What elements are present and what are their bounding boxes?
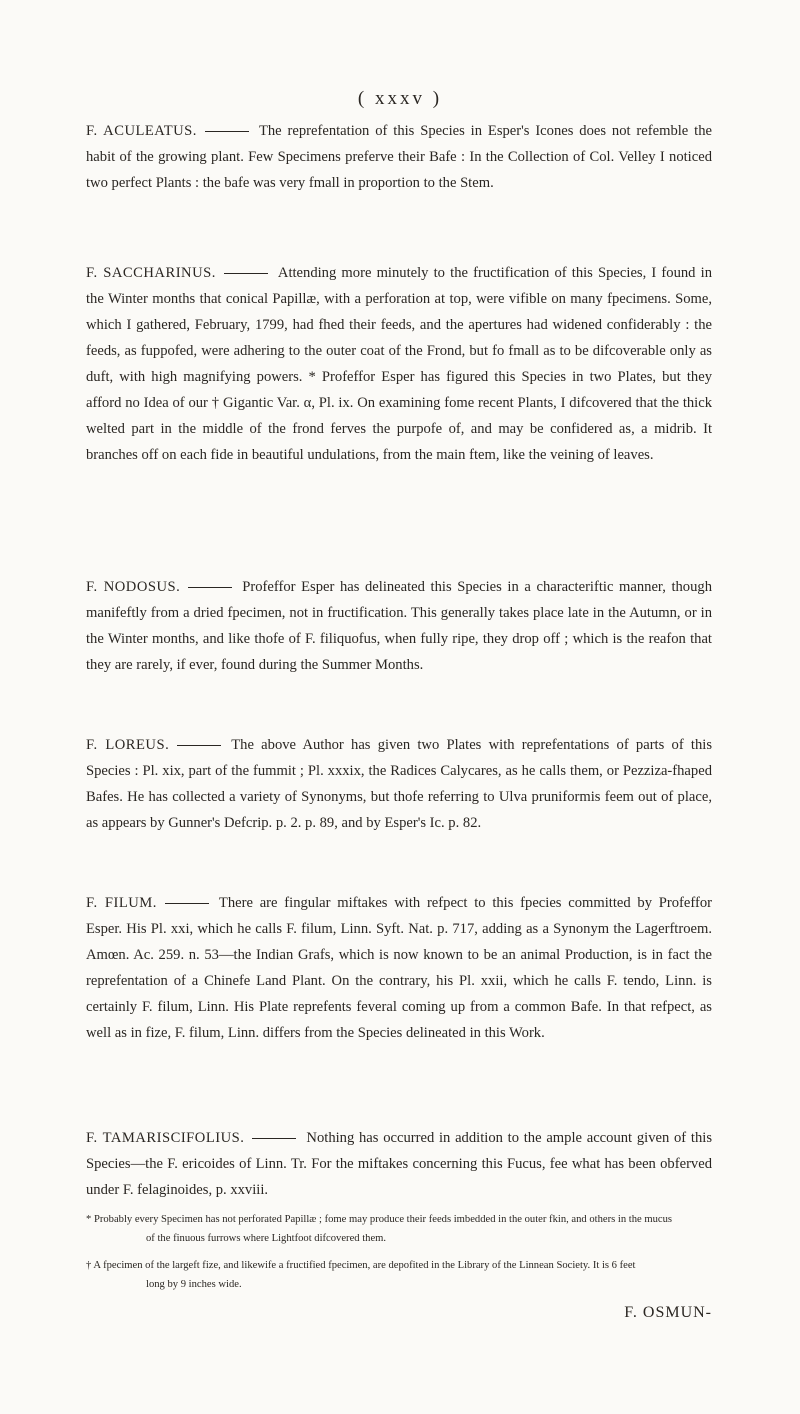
footnote-2 <box>86 1256 712 1294</box>
entry-heading: F. ACULEATUS. <box>86 123 197 139</box>
entry-aculeatus <box>86 118 712 196</box>
footnote-mark: † <box>86 1260 92 1271</box>
footnote-continuation: long by 9 inches wide. <box>146 1279 242 1290</box>
entry-tamariscifolius <box>86 1125 712 1203</box>
dash-rule <box>165 903 209 904</box>
page-number: ( xxxv ) <box>357 88 443 109</box>
entry-nodosus <box>86 574 712 678</box>
entry-heading: F. TAMARISCIFOLIUS. <box>86 1130 245 1146</box>
entry-filum <box>86 890 712 1046</box>
catchword: F. OSMUN- <box>624 1304 712 1321</box>
entry-text: The above Author has given two Plates with reprefentations of parts of this Species : Pl. xix, part of the fummit ; Pl. xxxix, the Radices Calycares, as he calls them, or Pezziza-fhaped Bafes. He has collected a variety of Synonyms, but thofe referring to Ulva pruniformis feem out of place, as appears by Gunner's Defcrip. p. 2. p. 89, and by Esper's Ic. p. 82. <box>86 737 713 831</box>
entry-text: Nothing has occurred in addition to the ample account given of this Species—the F. ericoides of Linn. Tr. For the miftakes concerning this Fucus, fee what has been obferved under F. felaginoides, p. xxviii. <box>86 1130 712 1198</box>
dash-rule <box>177 745 221 746</box>
entry-heading: F. SACCHARINUS. <box>86 265 216 281</box>
footnote-text: A fpecimen of the largeft fize, and likewife a fructified fpecimen, are depofited in the Library of the Linnean Society. It is 6 feet <box>93 1260 636 1271</box>
footnote-text: Probably every Specimen has not perforated Papillæ ; fome may produce their feeds imbedded in the outer fkin, and others in the mucus <box>93 1214 673 1225</box>
entry-text: There are fingular miftakes with refpect to this fpecies committed by Profeffor Esper. His Pl. xxi, which he calls F. filum, Linn. Syft. Nat. p. 717, adding as a Synonym the Lagerftroem. Amœn. Ac. 259. n. 53—the Indian Grafs, which is now known to be an animal Production, is in fact the reprefentation of a Chinefe Land Plant. On the contrary, his Pl. xxii, which he calls F. tendo, Linn. is certainly F. filum, Linn. His Plate reprefents feveral coming up from a common Bafe. In that refpect, as well as in fize, F. filum, Linn. differs from the Species delineated in this Work. <box>86 895 712 1041</box>
dash-rule <box>224 273 268 274</box>
entry-loreus <box>86 732 712 836</box>
entry-saccharinus <box>86 260 712 468</box>
entry-text: The reprefentation of this Species in Esper's Icones does not refemble the habit of the growing plant. Few Specimens preferve their Bafe : In the Collection of Col. Velley I noticed two perfect Plants : the bafe was very fmall in proportion to the Stem. <box>86 123 712 191</box>
entry-heading: F. FILUM. <box>86 895 157 911</box>
dash-rule <box>188 587 232 588</box>
entry-text: Attending more minutely to the fructification of this Species, I found in the Winter months that conical Papillæ, with a perforation at top, were vifible on many fpecimens. Some, which I gathered, February, 1799, had fhed their feeds, and the apertures had widened confiderably : the feeds, as fuppofed, were adhering to the outer coat of the Frond, but fo fmall as to be difcoverable only as duft, with high magnifying powers. * Profeffor Esper has figured this Species in two Plates, but they afford no Idea of our † Gigantic Var. α, Pl. ix. On examining fome recent Plants, I difcovered that the thick welted part in the middle of the frond ferves the purpofe of, and may be confidered as, a midrib. It branches off on each fide in beautiful undulations, from the main ftem, like the veining of leaves. <box>86 265 712 463</box>
entry-text: Profeffor Esper has delineated this Species in a characteriftic manner, though manifeftly from a dried fpecimen, not in fructification. This generally takes place late in the Autumn, or in the Winter months, and like thofe of F. filiquofus, when fully ripe, they drop off ; which is the reafon that they are rarely, if ever, found during the Summer Months. <box>86 579 712 673</box>
footnote-mark: * <box>86 1214 92 1225</box>
entry-heading: F. NODOSUS. <box>86 579 181 595</box>
dash-rule <box>252 1138 296 1139</box>
footnote-continuation: of the finuous furrows where Lightfoot difcovered them. <box>146 1233 387 1244</box>
entry-heading: F. LOREUS. <box>86 737 170 753</box>
footnote-1 <box>86 1210 712 1248</box>
dash-rule <box>205 131 249 132</box>
